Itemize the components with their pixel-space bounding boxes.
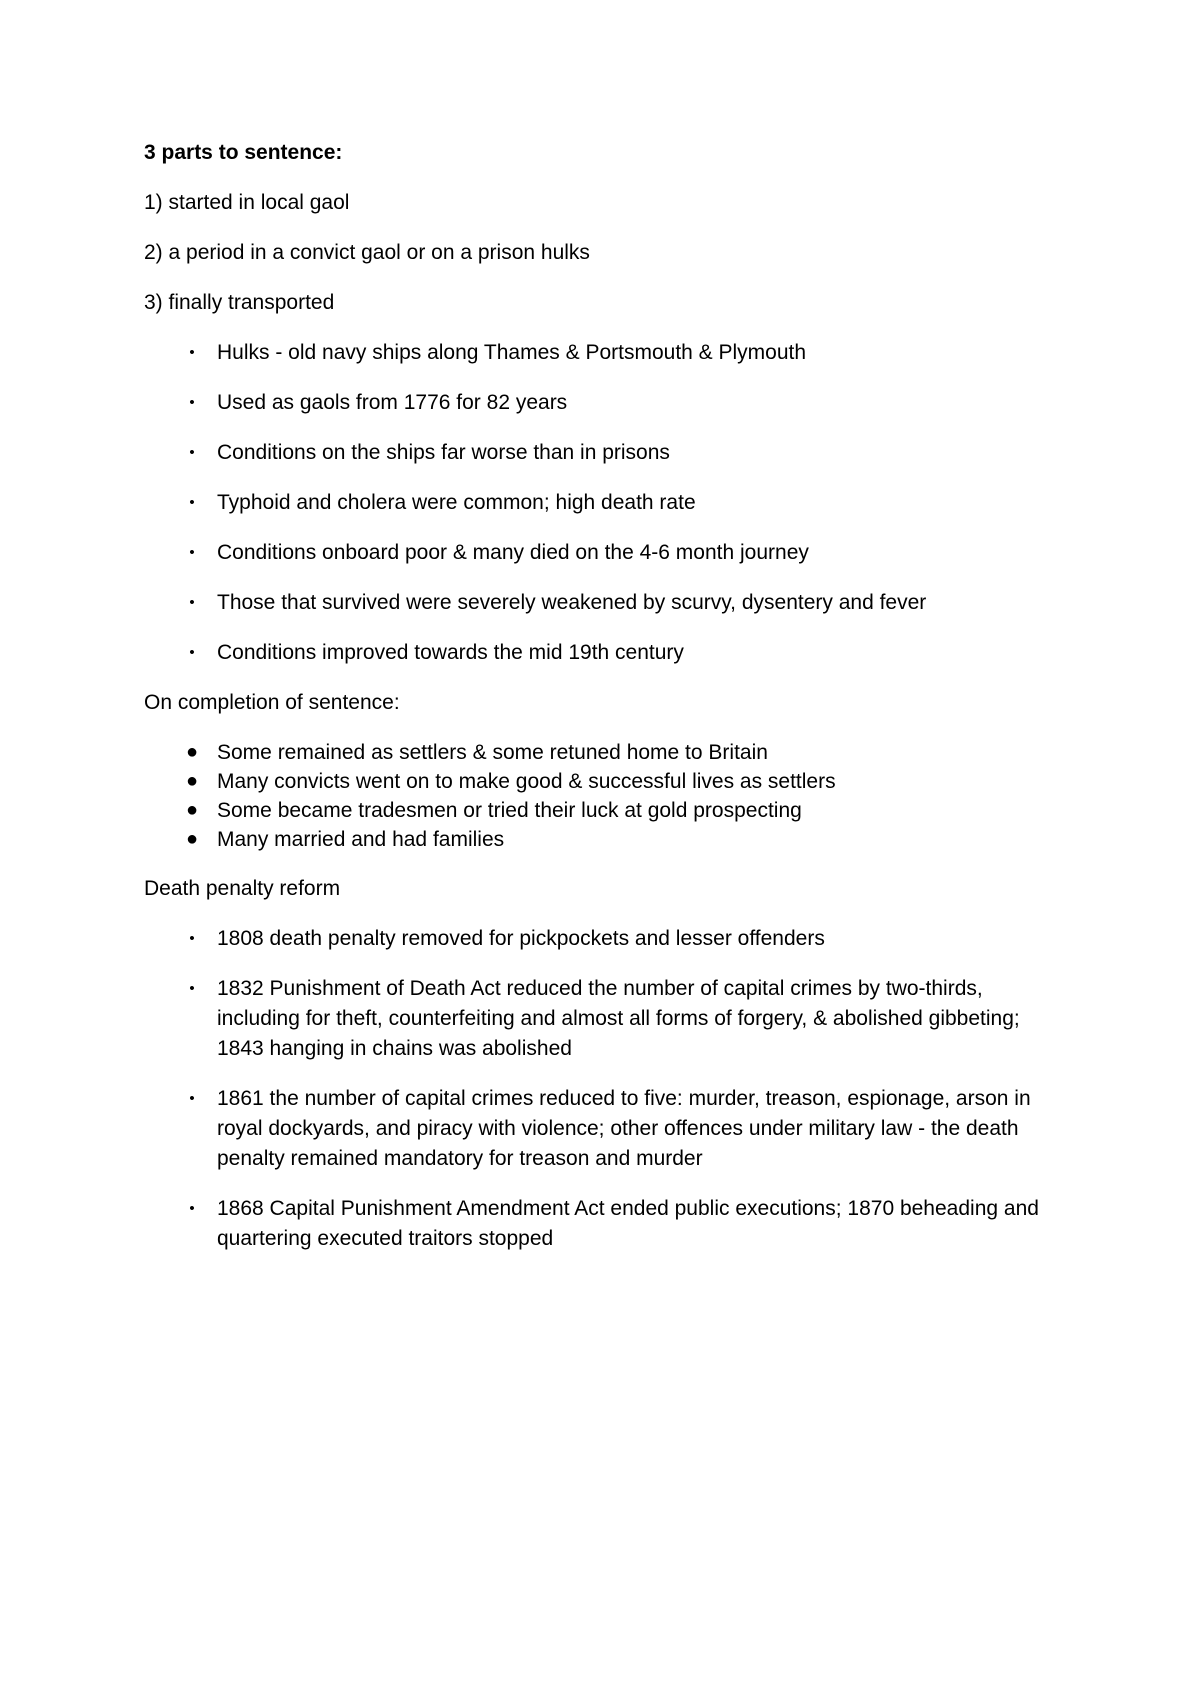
list-item-text: 1808 death penalty removed for pickpockets and lesser offenders [217,927,825,950]
bullet-icon: • [189,980,195,997]
list-item-text: Many convicts went on to make good & successful lives as settlers [217,770,836,793]
sentence-part-2: 2) a period in a convict gaol or on a prison hulks [144,241,590,264]
bullet-icon: ● [185,770,199,792]
bullet-icon: • [189,544,195,561]
reform-bullet-list [144,924,1064,1254]
bullet-icon: • [189,1090,195,1107]
list-item [144,638,1064,668]
completion-bullet-list [144,738,1064,854]
list-item [144,924,1064,954]
bullet-icon: • [189,930,195,947]
list-item [144,438,1064,468]
bullet-icon: • [189,494,195,511]
document-page [144,138,1064,1274]
reform-heading: Death penalty reform [144,877,341,900]
list-item-text: Some became tradesmen or tried their luck at gold prospecting [217,799,802,822]
bullet-icon: ● [185,741,199,763]
list-item-text: Many married and had families [217,828,505,851]
list-item [144,974,1064,1064]
bullet-icon: ● [185,799,199,821]
list-item-text: Those that survived were severely weakened by scurvy, dysentery and fever [217,591,927,614]
bullet-icon: • [189,444,195,461]
bullet-icon: ● [185,828,199,850]
sentence-part-3: 3) finally transported [144,291,335,314]
bullet-icon: • [189,1200,195,1217]
list-item [144,1084,1064,1174]
list-item [144,825,1064,854]
bullet-icon: • [189,644,195,661]
section-heading: 3 parts to sentence: [144,141,343,164]
bullet-icon: • [189,344,195,361]
list-item-text: Used as gaols from 1776 for 82 years [217,391,568,414]
bullet-icon: • [189,394,195,411]
list-item-text: Conditions onboard poor & many died on the 4-6 month journey [217,541,809,564]
list-item [144,488,1064,518]
list-item [144,738,1064,767]
list-item [144,767,1064,796]
list-item-text: Conditions improved towards the mid 19th century [217,641,684,664]
list-item-text: Typhoid and cholera were common; high death rate [217,491,696,514]
list-item [144,338,1064,368]
bullet-icon: • [189,594,195,611]
list-item [144,796,1064,825]
list-item-text: 1832 Punishment of Death Act reduced the number of capital crimes by two-thirds, including for theft, counterfeiting and almost all forms of forgery, & abolished gibbeting; 1843 hanging in chains was abolished [217,977,1020,1060]
hulks-bullet-list [144,338,1064,668]
list-item-text: Conditions on the ships far worse than in prisons [217,441,670,464]
list-item [144,1194,1064,1254]
list-item-text: Hulks - old navy ships along Thames & Portsmouth & Plymouth [217,341,807,364]
sentence-part-1: 1) started in local gaol [144,191,350,214]
list-item [144,388,1064,418]
list-item [144,588,1064,618]
list-item [144,538,1064,568]
list-item-text: Some remained as settlers & some retuned home to Britain [217,741,768,764]
list-item-text: 1868 Capital Punishment Amendment Act ended public executions; 1870 beheading and quartering executed traitors stopped [217,1197,1039,1250]
list-item-text: 1861 the number of capital crimes reduced to five: murder, treason, espionage, arson in royal dockyards, and piracy with violence; other offences under military law - the death penalty remained mandatory for treason and murder [217,1087,1031,1170]
completion-heading: On completion of sentence: [144,691,400,714]
